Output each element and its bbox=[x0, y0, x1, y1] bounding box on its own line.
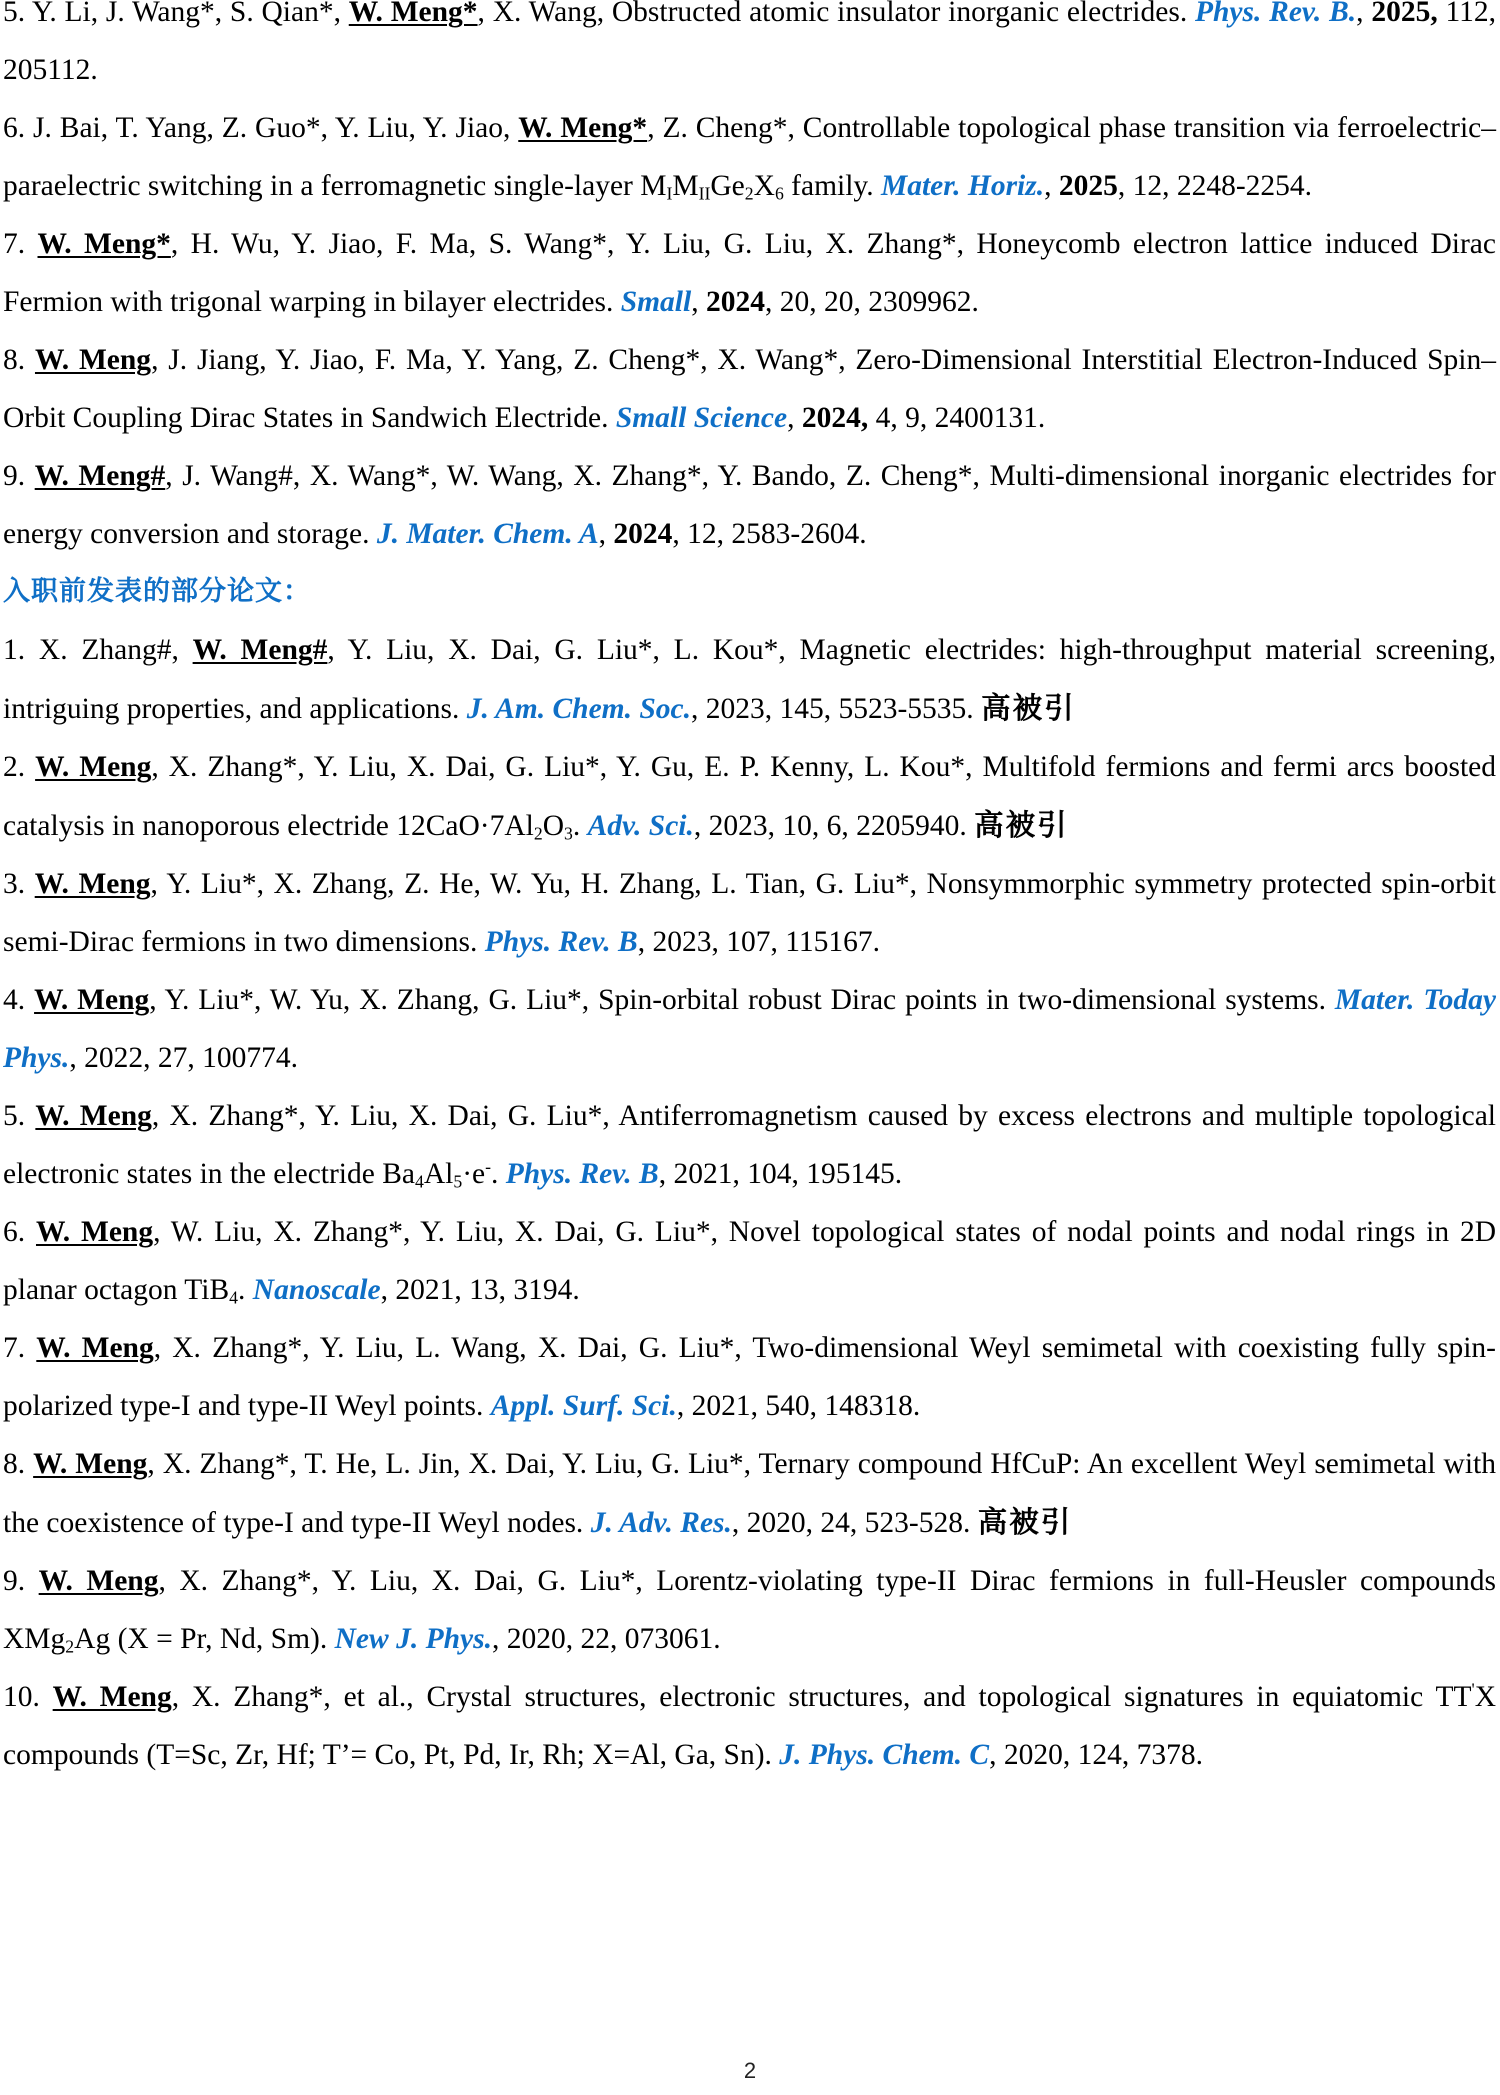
journal-name[interactable]: Appl. Surf. Sci. bbox=[490, 1390, 677, 1422]
page-number: 2 bbox=[743, 2058, 757, 2083]
publication-entry: 9. W. Meng, X. Zhang*, Y. Liu, X. Dai, G. Liu*, Lorentz-violating type-II Dirac fermions in full-Heusler compounds XMg$_2$Ag (X = Pr, Nd, Sm). New J. Phys., 2020, 22, 073061. bbox=[3, 1565, 1496, 1657]
journal-name[interactable]: Adv. Sci. bbox=[587, 810, 694, 842]
publication-entry: 7. W. Meng, X. Zhang*, Y. Liu, L. Wang, X. Dai, G. Liu*, Two-dimensional Weyl semimetal with coexisting fully spin-polarized type-I and type-II Weyl points. Appl. Surf. Sci., 2021, 540, 148318. bbox=[3, 1332, 1497, 1422]
author-highlight: W. Meng bbox=[38, 1565, 159, 1597]
author-highlight: W. Meng# bbox=[34, 460, 166, 492]
author-highlight: W. Meng bbox=[35, 1216, 154, 1248]
journal-name[interactable]: Small Science bbox=[615, 402, 788, 434]
author-highlight: W. Meng bbox=[36, 1332, 154, 1364]
author-highlight: W. Meng bbox=[35, 1100, 152, 1132]
author-highlight: W. Meng bbox=[34, 344, 152, 376]
journal-name[interactable]: J. Mater. Chem. A bbox=[376, 518, 599, 550]
journal-name[interactable]: Mater. Today Phys. bbox=[3, 984, 1497, 1074]
journal-name[interactable]: J. Am. Chem. Soc. bbox=[466, 693, 691, 725]
publication-entry: 5. W. Meng, X. Zhang*, Y. Liu, X. Dai, G. Liu*, Antiferromagnetism caused by excess electrons and multiple topological electronic states in the electride $Ba_4Al_5\cdot e^-$. Phys. Rev. B, 2021, 104, 195145. bbox=[3, 1100, 1497, 1192]
author-highlight: W. Meng* bbox=[348, 0, 478, 28]
publication-entry: 8. W. Meng, X. Zhang*, T. He, L. Jin, X. Dai, Y. Liu, G. Liu*, Ternary compound HfCuP: An excellent Weyl semimetal with the coexistence of type-I and type-II Weyl nodes. J. Adv. Res., 2020, 24, 523-528. 高被引 bbox=[3, 1448, 1497, 1539]
publication-entry: 8. W. Meng, J. Jiang, Y. Jiao, F. Ma, Y. Yang, Z. Cheng*, X. Wang*, Zero-Dimensional Interstitial Electron-Induced Spin–Orbit Coupling Dirac States in Sandwich Electride. Small Science, 2024, 4, 9, 2400131. bbox=[3, 344, 1497, 434]
section-heading: 入职前发表的部分论文： bbox=[3, 576, 311, 607]
publication-entry: 10. W. Meng, X. Zhang*, et al., Crystal structures, electronic structures, and topological signatures in equiatomic TT'X compounds (T=Sc, Zr, Hf; T’= Co, Pt, Pd, Ir, Rh; X=Al, Ga, Sn). J. Phys. Chem. C, 2020, 124, 7378. bbox=[3, 1679, 1497, 1771]
journal-name[interactable]: J. Phys. Chem. C bbox=[779, 1739, 990, 1771]
publication-entry: 4. W. Meng, Y. Liu*, W. Yu, X. Zhang, G. Liu*, Spin-orbital robust Dirac points in two-dimensional systems. Mater. Today Phys., 2022, 27, 100774. bbox=[3, 984, 1497, 1074]
publication-year: 2025 bbox=[1058, 170, 1118, 202]
publication-year: 2024, bbox=[801, 402, 869, 434]
publication-entry: 3. W. Meng, Y. Liu*, X. Zhang, Z. He, W. Yu, H. Zhang, L. Tian, G. Liu*, Nonsymmorphic symmetry protected spin-orbit semi-Dirac fermions in two dimensions. Phys. Rev. B, 2023, 107, 115167. bbox=[3, 868, 1496, 958]
publication-entry: 2. W. Meng, X. Zhang*, Y. Liu, X. Dai, G. Liu*, Y. Gu, E. P. Kenny, L. Kou*, Multifold fermions and fermi arcs boosted catalysis in nanoporous electride $12CaO\cdot 7Al_2O_3$. Adv. Sci., 2023, 10, 6, 2205940. 高被引 bbox=[3, 751, 1496, 844]
publication-year: 2025, bbox=[1371, 0, 1438, 28]
publication-entry: 7. W. Meng*, H. Wu, Y. Jiao, F. Ma, S. Wang*, Y. Liu, G. Liu, X. Zhang*, Honeycomb electron lattice induced Dirac Fermion with trigonal warping in bilayer electrides. Small, 2024, 20, 20, 2309962. bbox=[3, 228, 1496, 318]
author-highlight: W. Meng* bbox=[518, 112, 648, 144]
publication-entry: 5. Y. Li, J. Wang*, S. Qian*, W. Meng*, X. Wang, Obstructed atomic insulator inorganic electrides. Phys. Rev. B., 2025, 112, 205112. bbox=[0, 0, 1496, 99]
highly-cited-badge: 高被引 bbox=[977, 1505, 1073, 1539]
highly-cited-badge: 高被引 bbox=[974, 808, 1069, 842]
journal-name[interactable]: J. Adv. Res. bbox=[590, 1507, 732, 1539]
publication-year: 2024 bbox=[705, 286, 765, 318]
publication-entry: 9. W. Meng#, J. Wang#, X. Wang*, W. Wang, X. Zhang*, Y. Bando, Z. Cheng*, Multi-dimensional inorganic electrides for energy conversion and storage. J. Mater. Chem. A, 2024, 12, 2583-2604. bbox=[3, 460, 1497, 550]
author-highlight: W. Meng bbox=[34, 868, 151, 900]
author-highlight: W. Meng# bbox=[192, 634, 328, 666]
publication-entry: 6. W. Meng, W. Liu, X. Zhang*, Y. Liu, X. Dai, G. Liu*, Novel topological states of nodal points and nodal rings in 2D planar octagon TiB$_4$. Nanoscale, 2021, 13, 3194. bbox=[3, 1216, 1497, 1308]
author-highlight: W. Meng bbox=[52, 1681, 172, 1713]
journal-name[interactable]: Phys. Rev. B. bbox=[1195, 0, 1357, 28]
journal-name[interactable]: Phys. Rev. B bbox=[505, 1158, 659, 1190]
journal-name[interactable]: New J. Phys. bbox=[334, 1623, 492, 1655]
highly-cited-badge: 高被引 bbox=[981, 691, 1076, 725]
journal-name[interactable]: Small bbox=[620, 286, 692, 318]
publication-entry: 6. J. Bai, T. Yang, Z. Guo*, Y. Liu, Y. Jiao, W. Meng*, Z. Cheng*, Controllable topological phase transition via ferroelectric–paraelectric switching in a ferromagnetic single-layer $M_IM_{II}Ge_2X_6$ family. Mater. Horiz., 2025, 12, 2248-2254. bbox=[3, 112, 1496, 204]
publication-entry: 1. X. Zhang#, W. Meng#, Y. Liu, X. Dai, G. Liu*, L. Kou*, Magnetic electrides: high-throughput material screening, intriguing properties, and applications. J. Am. Chem. Soc., 2023, 145, 5523-5535. 高被引 bbox=[3, 634, 1497, 725]
author-highlight: W. Meng bbox=[34, 984, 150, 1016]
author-highlight: W. Meng bbox=[33, 1448, 148, 1480]
journal-name[interactable]: Phys. Rev. B bbox=[484, 926, 638, 958]
author-highlight: W. Meng* bbox=[37, 228, 171, 260]
journal-name[interactable]: Mater. Horiz. bbox=[881, 170, 1045, 202]
journal-name[interactable]: Nanoscale bbox=[252, 1274, 381, 1306]
publication-year: 2024 bbox=[613, 518, 673, 550]
author-highlight: W. Meng bbox=[35, 751, 152, 783]
